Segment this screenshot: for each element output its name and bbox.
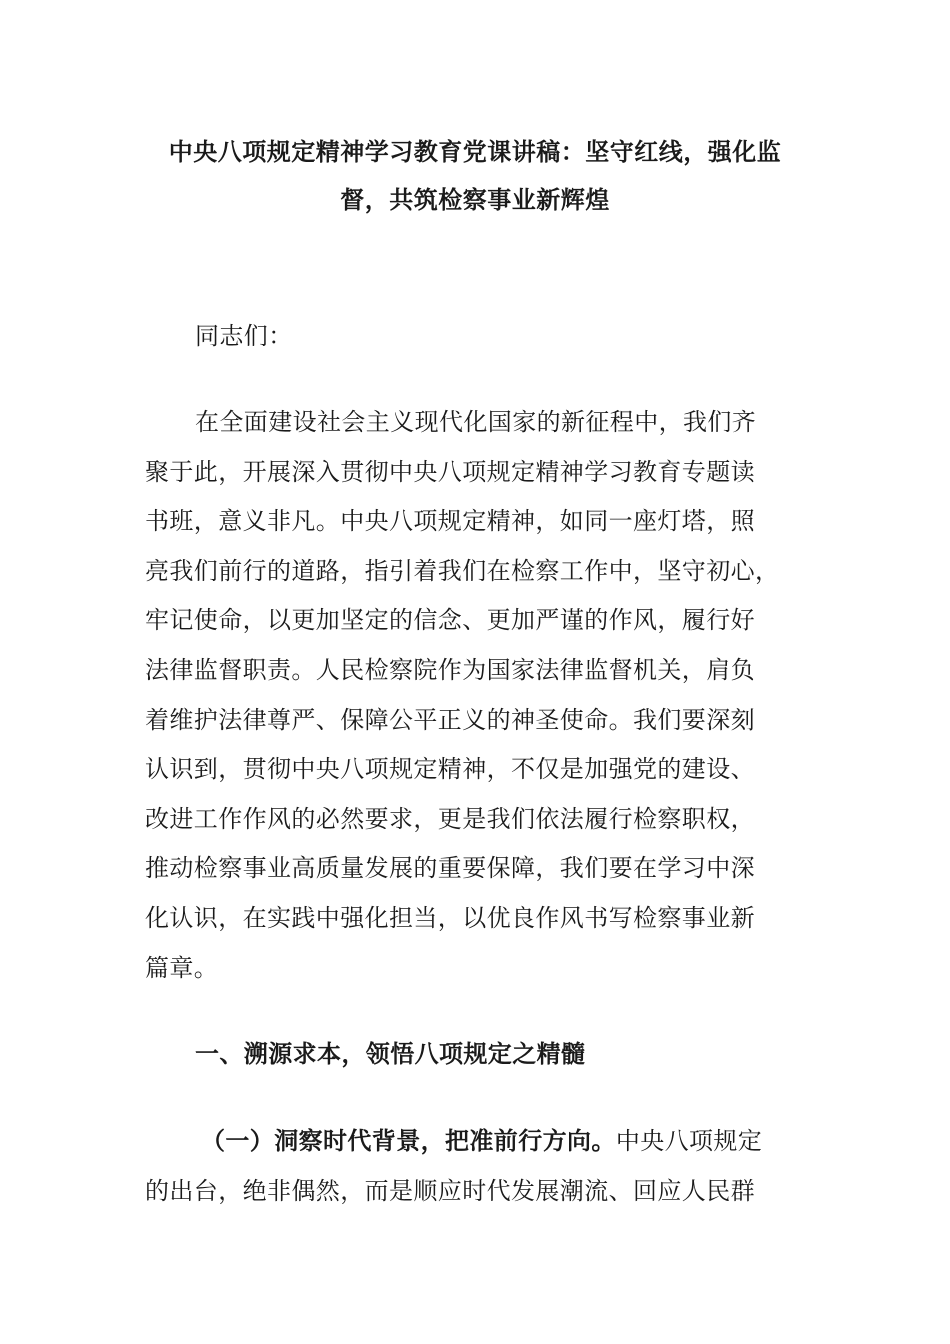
paragraph-line: 书班，意义非凡。中央八项规定精神，如同一座灯塔，照: [145, 507, 755, 536]
title-line-1: 中央八项规定精神学习教育党课讲稿：坚守红线，强化监: [168, 138, 782, 166]
title-line-2: 督，共筑检察事业新辉煌: [340, 186, 610, 214]
paragraph-line: 聚于此，开展深入贯彻中央八项规定精神学习教育专题读: [145, 457, 755, 486]
paragraph-line: 的出台，绝非偶然，而是顺应时代发展潮流、回应人民群: [145, 1176, 755, 1205]
paragraph-intro: [145, 398, 805, 993]
paragraph-line: 推动检察事业高质量发展的重要保障，我们要在学习中深: [145, 854, 755, 883]
subsection-lead: （一）洞察时代背景，把准前行方向。: [201, 1127, 616, 1155]
paragraph-line: 认识到，贯彻中央八项规定精神，不仅是加强党的建设、: [145, 755, 755, 784]
subsection-paragraph-1: [145, 1117, 805, 1216]
salutation: [145, 312, 805, 362]
paragraph-line: 篇章。: [145, 953, 219, 982]
paragraph-line: [145, 1117, 805, 1167]
paragraph-line: 法律监督职责。人民检察院作为国家法律监督机关，肩负: [145, 655, 755, 684]
section-heading-text: 一、溯源求本，领悟八项规定之精髓: [195, 1040, 586, 1068]
salutation-text: 同志们：: [195, 322, 293, 350]
subsection-text: 中央八项规定: [615, 1127, 763, 1155]
paragraph-line: 亮我们前行的道路，指引着我们在检察工作中，坚守初心，: [145, 556, 780, 585]
document-title: [145, 128, 805, 224]
paragraph-line: 牢记使命，以更加坚定的信念、更加严谨的作风，履行好: [145, 606, 755, 635]
paragraph-line: 改进工作作风的必然要求，更是我们依法履行检察职权，: [145, 804, 755, 833]
section-heading-1: [145, 1030, 805, 1080]
paragraph-line: 化认识，在实践中强化担当，以优良作风书写检察事业新: [145, 903, 755, 932]
paragraph-line: 在全面建设社会主义现代化国家的新征程中，我们齐: [195, 408, 757, 436]
paragraph-line: 着维护法律尊严、保障公平正义的神圣使命。我们要深刻: [145, 705, 755, 734]
